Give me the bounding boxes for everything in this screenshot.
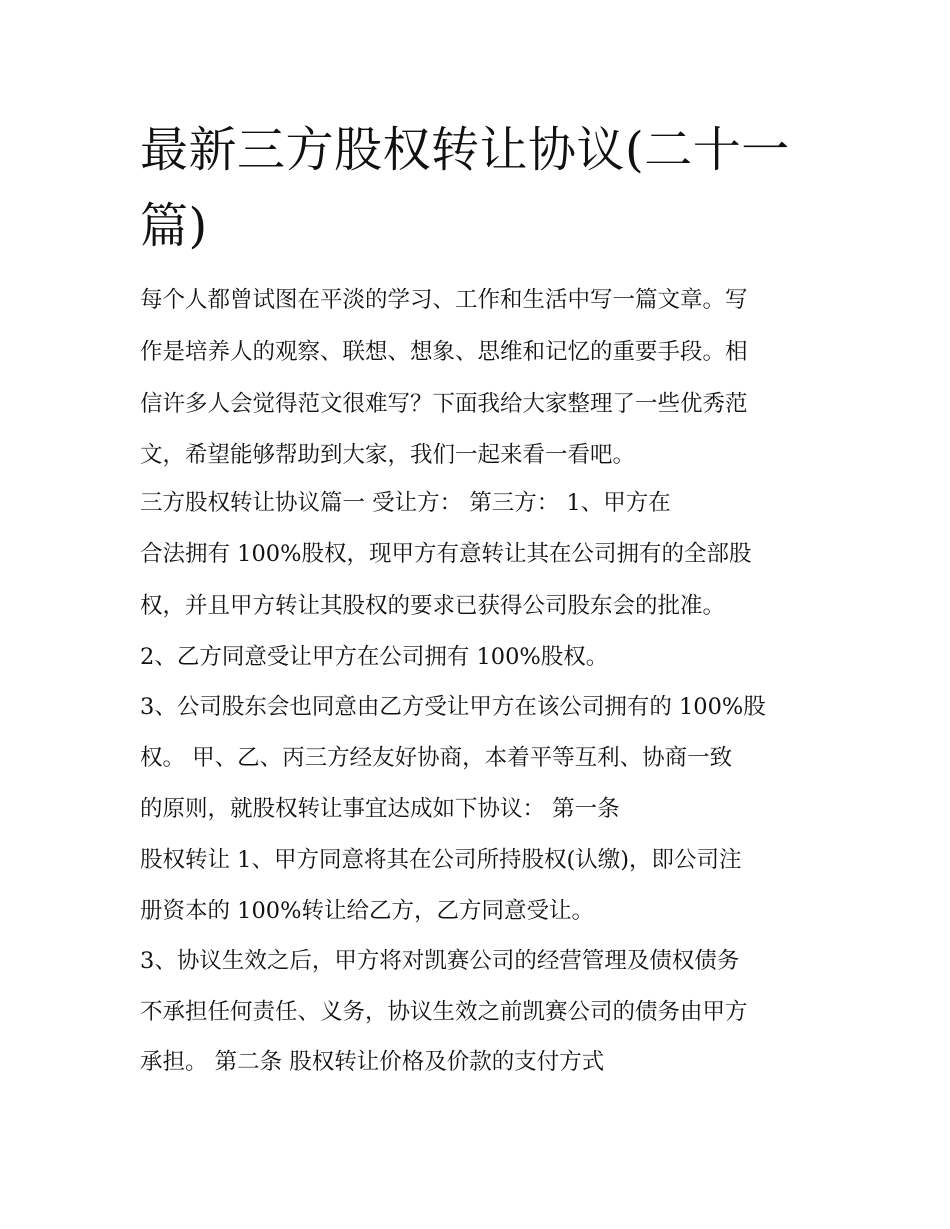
body-line: 作是培养人的观察、联想、想象、思维和记忆的重要手段。相	[140, 339, 748, 365]
body-line: 每个人都曾试图在平淡的学习、工作和生活中写一篇文章。写	[140, 287, 748, 313]
body-line: 权。 甲、乙、丙三方经友好协商，本着平等互利、协商一致	[140, 745, 733, 771]
body-line: 三方股权转让协议篇一 受让方： 第三方： 1、甲方在	[140, 490, 671, 516]
body-line: 3、公司股东会也同意由乙方受让甲方在该公司拥有的 100%股	[140, 694, 766, 720]
body-line: 股权转让 1、甲方同意将其在公司所持股权(认缴)，即公司注	[140, 847, 742, 873]
body-line: 信许多人会觉得范文很难写？下面我给大家整理了一些优秀范	[140, 391, 748, 417]
body-line: 合法拥有 100%股权，现甲方有意转让其在公司拥有的全部股	[140, 541, 752, 567]
document-title: 最新三方股权转让协议(二十一篇)	[140, 122, 790, 254]
body-line: 的原则，就股权转让事宜达成如下协议： 第一条	[140, 796, 620, 822]
body-line: 2、乙方同意受让甲方在公司拥有 100%股权。	[140, 644, 609, 670]
body-line: 册资本的 100%转让给乙方，乙方同意受让。	[140, 898, 594, 924]
body-line: 权，并且甲方转让其股权的要求已获得公司股东会的批准。	[140, 593, 726, 619]
body-line: 承担。 第二条 股权转让价格及价款的支付方式	[140, 1049, 605, 1075]
body-line: 文，希望能够帮助到大家，我们一起来看一看吧。	[140, 442, 636, 468]
body-line: 3、协议生效之后，甲方将对凯赛公司的经营管理及债权债务	[140, 948, 740, 974]
body-line: 不承担任何责任、义务，协议生效之前凯赛公司的债务由甲方	[140, 999, 748, 1025]
